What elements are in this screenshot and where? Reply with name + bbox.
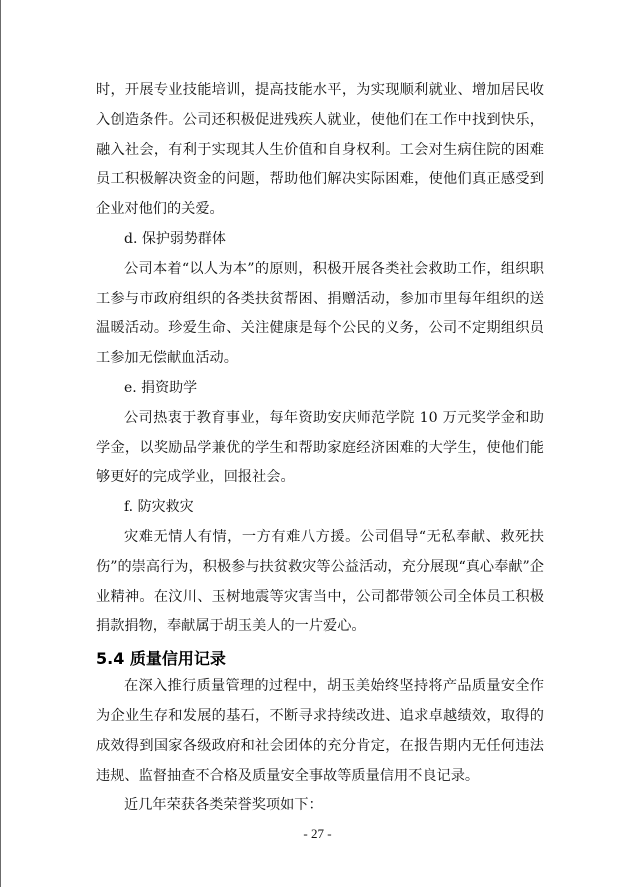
subheading-education-donation: e. 捐资助学 bbox=[124, 379, 198, 396]
paragraph-scholarship: 公司热衷于教育事业，每年资助安庆师范学院 10 万元奖学金和助学金，以奖励品学兼优的学生和帮助家庭经济困难的大学生，使他们能够更好的完成学业，回报社会。 bbox=[96, 409, 544, 486]
section-title-quality-credit: 5.4 质量信用记录 bbox=[96, 649, 226, 669]
page-number: - 27 - bbox=[303, 826, 332, 841]
paragraph-social-relief: 公司本着“以人为本”的原则，积极开展各类社会救助工作，组织职工参与市政府组织的各类扶贫帮困、捐赠活动，参加市里每年组织的送温暖活动。珍爱生命、关注健康是每个公民的义务，公司不定期组织员工参加无偿献血活动。 bbox=[96, 260, 544, 367]
subheading-disaster-relief: f. 防灾救灾 bbox=[124, 499, 194, 516]
document-body bbox=[96, 76, 544, 821]
page-left-border bbox=[0, 0, 1, 887]
paragraph-disaster-donation: 灾难无情人有情，一方有难八方援。公司倡导“无私奉献、救死扶伤”的崇高行为，积极参与扶贫救灾等公益活动，充分展现“真心奉献”企业精神。在汶川、玉树地震等灾害当中，公司都带领公司全体员工积极捐款捐物，奉献属于胡玉美人的一片爱心。 bbox=[96, 528, 544, 635]
paragraph-awards-intro: 近几年荣获各类荣誉奖项如下： bbox=[124, 797, 323, 814]
subheading-protect-vulnerable: d. 保护弱势群体 bbox=[124, 230, 226, 247]
paragraph-quality-management: 在深入推行质量管理的过程中，胡玉美始终坚持将产品质量安全作为企业生存和发展的基石，不断寻求持续改进、追求卓越绩效，取得的成效得到国家各级政府和社会团体的充分肯定，在报告期内无任何违法违规、监督抽查不合格及质量安全事故等质量信用不良记录。 bbox=[96, 678, 544, 784]
paragraph-continuation: 时，开展专业技能培训，提高技能水平，为实现顺利就业、增加居民收入创造条件。公司还积极促进残疾人就业，使他们在工作中找到快乐，融入社会，有利于实现其人生价值和自身权利。工会对生病住院的困难员工积极解决资金的问题，帮助他们解决实际困难，使他们真正感受到企业对他们的关爱。 bbox=[96, 82, 544, 218]
